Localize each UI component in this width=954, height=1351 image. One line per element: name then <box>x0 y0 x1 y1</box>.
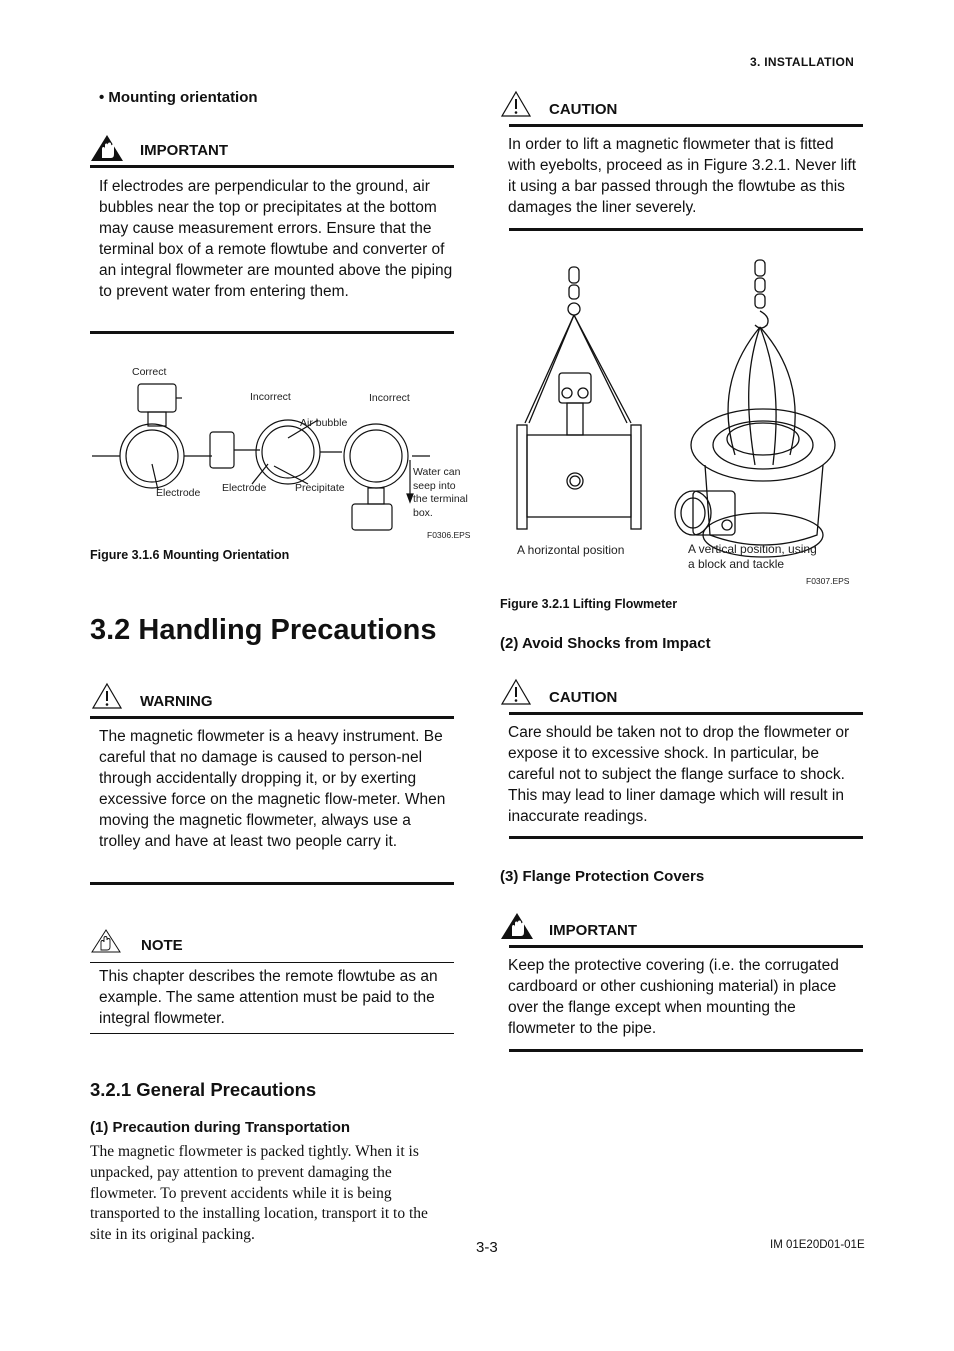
box-rule <box>90 331 454 334</box>
warning-icon <box>92 682 122 710</box>
caution-icon <box>501 678 531 706</box>
box-rule <box>90 882 454 885</box>
label-water-1: Water can <box>413 466 461 478</box>
figure-caption: Figure 3.1.6 Mounting Orientation <box>90 548 290 562</box>
box-rule <box>509 712 863 715</box>
flange-text: Keep the protective covering (i.e. the corrugated cardboard or other cushioning material) in place over the flange except when mounting the flowmeter to the pipe. <box>508 957 839 1037</box>
box-rule <box>90 1033 454 1034</box>
important-hand-icon <box>500 912 534 940</box>
important-label: IMPORTANT <box>140 142 229 159</box>
label-electrode-2: Electrode <box>222 482 267 494</box>
label-air-bubble: Air bubble <box>300 417 348 429</box>
transport-text: The magnetic flowmeter is packed tightly. When it is unpacked, pay attention to prevent damaging the flowmeter. To prevent accidents while it is being transported to the installing location, transport it to the site in its original packing. <box>90 1143 428 1244</box>
box-rule <box>509 836 863 839</box>
label-vertical-1: A vertical position, using <box>688 542 817 556</box>
transport-heading: (1) Precaution during Transportation <box>90 1119 351 1136</box>
label-electrode-1: Electrode <box>156 487 201 499</box>
figure-file-id: F0307.EPS <box>806 576 850 586</box>
document-id: IM 01E20D01-01E <box>770 1239 865 1251</box>
box-rule <box>90 962 454 963</box>
label-vertical-2: a block and tackle <box>688 557 785 571</box>
caution-label: CAUTION <box>549 101 618 118</box>
page-number: 3-3 <box>476 1239 498 1256</box>
shocks-text: Care should be taken not to drop the flowmeter or expose it to excessive shock. In particular, be careful not to subject the flange surface to shock. This may lead to liner damage which will result in inaccurate readings. <box>508 724 850 825</box>
note-text: This chapter describes the remote flowtube as an example. The same attention must be paid to the integral flowmeter. <box>99 968 438 1027</box>
section-title: 3.2 Handling Precautions <box>90 614 437 646</box>
important-text: If electrodes are perpendicular to the ground, air bubbles near the top or precipitates at the bottom may cause measurement errors. Ensure that the terminal box of a remote flowtube and converter of an integral flowmeter are mounted above the piping to prevent water from entering them. <box>99 178 453 300</box>
warning-label: WARNING <box>140 693 213 710</box>
label-precipitate: Precipitate <box>295 482 345 494</box>
important-hand-icon <box>90 134 124 162</box>
caution-label: CAUTION <box>549 689 618 706</box>
box-rule <box>509 945 863 948</box>
box-rule <box>509 1049 863 1052</box>
box-rule <box>509 124 863 127</box>
note-label: NOTE <box>141 937 183 954</box>
lifting-flowmeter-figure <box>505 255 865 595</box>
label-water-2: seep into <box>413 480 456 492</box>
label-correct: Correct <box>132 366 167 378</box>
box-rule <box>90 716 454 719</box>
mounting-orientation-heading: • Mounting orientation <box>99 89 258 106</box>
label-water-4: box. <box>413 507 433 519</box>
label-incorrect-1: Incorrect <box>250 391 291 403</box>
figure-caption: Figure 3.2.1 Lifting Flowmeter <box>500 597 678 611</box>
box-rule <box>90 165 454 168</box>
label-horizontal: A horizontal position <box>517 543 625 557</box>
mounting-orientation-figure <box>90 360 480 545</box>
label-incorrect-2: Incorrect <box>369 392 410 404</box>
flange-heading: (3) Flange Protection Covers <box>500 868 705 885</box>
caution-icon <box>501 90 531 118</box>
shocks-heading: (2) Avoid Shocks from Impact <box>500 635 711 652</box>
subsection-title: 3.2.1 General Precautions <box>90 1079 317 1100</box>
figure-file-id: F0306.EPS <box>427 530 471 540</box>
label-water-3: the terminal <box>413 493 468 505</box>
running-header: 3. INSTALLATION <box>750 55 855 69</box>
warning-text: The magnetic flowmeter is a heavy instrument. Be careful that no damage is caused to person-nel through accidentally dropping it, or by exerting excessive force on the magnetic flow-meter. When moving the magnetic flowmeter, always use a trolley and have at least two people carry it. <box>99 728 446 850</box>
box-rule <box>509 228 863 231</box>
important-label: IMPORTANT <box>549 922 638 939</box>
note-icon <box>90 928 122 954</box>
caution-text: In order to lift a magnetic flowmeter that is fitted with eyebolts, proceed as in Figure 3.2.1. Never lift it using a bar passed through the flowtube as this damages the liner severely. <box>508 136 857 216</box>
